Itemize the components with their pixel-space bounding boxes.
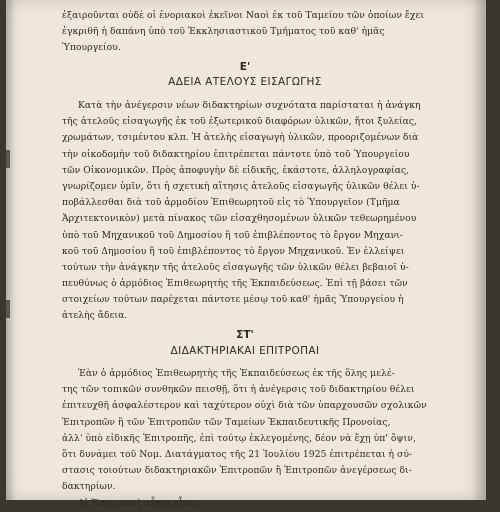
text-line: Αἱ Ἐπιτροπαὶ αὗται εἶναι ...	[78, 497, 210, 509]
top-paragraph	[62, 8, 428, 57]
text-line: χρωμάτων, τσιμέντου κλπ. Ἡ ἀτελὴς εἰσαγωγὴ ὑλικῶν, προοριζομένων διὰ	[62, 132, 419, 144]
text-line: Ἀρχιτεκτονικὸν) μετὰ πίνακος τῶν εἰσαχθησομένων ὑλικῶν τεθεωρημένου	[62, 213, 417, 225]
text-line: της τῶν τοπικῶν συνθηκῶν πεισθῇ, ὅτι ἡ ἀνέγερσις τοῦ διδακτηρίου θέλει	[62, 384, 415, 396]
text-line: ὅτι δυνάμει τοῦ Νομ. Διατάγματος τῆς 21 Ἰουλίου 1925 ἐπιτρέπεται ἡ σύ-	[62, 448, 413, 460]
text-line: ἀλλ' ὑπὸ εἰδικῆς Ἐπιτροπῆς, ἐπὶ τούτῳ ἐκλεγομένης, δέον νὰ ἔχῃ ὑπ' ὄψιν,	[62, 432, 416, 444]
section-number: Ε'	[239, 61, 251, 73]
text-line: τούτων τὴν ἀνάγκην τῆς ἀτελοῦς εἰσαγωγῆς τῶν ὑλικῶν θέλει βεβαιοῖ ὑ-	[62, 261, 409, 273]
text-line: ἀτελὴς ἄδεια.	[62, 310, 128, 322]
text-line: στασις τοιούτων διδακτηριακῶν Ἐπιτροπῶν ἢ Ἐπιτροπῶν ἀνεγέρσεως δι-	[62, 465, 412, 477]
text-line: πευθύνως ὁ ἁρμόδιος Ἐπιθεωρητὴς τῆς Ἐκπαιδεύσεως. Ἐπὶ τῇ βάσει τῶν	[62, 278, 408, 290]
text-line: δακτηρίων.	[62, 481, 116, 493]
text-line: Ἐὰν ὁ ἁρμόδιος Ἐπιθεωρητὴς τῆς Ἐκπαιδεύσεως ἐκ τῆς ὅλης μελέ-	[78, 368, 395, 379]
binding-mark	[6, 300, 10, 318]
text-line: Κατὰ τὴν ἀνέγερσιν νέων διδακτηρίων συχνότατα παρίσταται ἡ ἀνάγκη	[78, 100, 421, 111]
binding-shadow	[6, 0, 16, 500]
text-line: τῶν Οἰκονομικῶν. Πρὸς ἀποφυγὴν δὲ εἰδικῆς, ἑκάστοτε, ἀλληλογραφίας,	[62, 164, 410, 176]
text-line: ἐπιτευχθῆ ἀσφαλέστερον καὶ ταχύτερον οὐχὶ διὰ τῶν ὑπαρχουσῶν σχολικῶν	[62, 400, 427, 412]
text-line: τὴν οἰκοδομὴν τοῦ διδακτηρίου ἐπιτρέπεται πάντοτε ὑπὸ τοῦ Ὑπουργείου	[62, 148, 410, 160]
text-line: γνωρίζομεν ὑμῖν, ὅτι ἡ σχετικὴ αἴτησις ἀτελοῦς εἰσαγωγῆς ὑλικῶν θέλει ὑ-	[62, 180, 420, 192]
text-line: στοιχείων τούτων παρέχεται πάντοτε μέσῳ τοῦ καθ' ἡμᾶς Ὑπουργείου ἡ	[62, 294, 404, 306]
section-heading: ΔΙΔΑΚΤΗΡΙΑΚΑΙ ΕΠΙΤΡΟΠΑΙ	[170, 345, 320, 357]
text-line: ὑπὸ τοῦ Μηχανικοῦ τοῦ Δημοσίου ἢ τοῦ ἐπιβλέποντος τὸ ἔργον Μηχανι-	[62, 229, 404, 241]
section-e-paragraph	[62, 98, 428, 325]
binding-mark	[6, 150, 10, 168]
section-number: ΣΤ'	[236, 329, 254, 341]
document-page	[6, 0, 486, 509]
text-line: ἐγκριθῆ ἡ δαπάνη ὑπὸ τοῦ Ἐκκλησιαστικοῦ Τμήματος τοῦ καθ' ἡμᾶς	[62, 26, 385, 38]
text-line: Ἐπιτροπῶν ἢ τῶν Ἐπιτροπῶν τῶν Ταμείων Ἐκπαιδευτικῆς Προνοίας,	[62, 416, 391, 428]
section-heading: ΑΔΕΙΑ ΑΤΕΛΟΥΣ ΕΙΣΑΓΩΓΗΣ	[168, 76, 322, 88]
text-line: τῆς ἀτελοῦς εἰσαγωγῆς ἐκ τοῦ ἐξωτερικοῦ διαφόρων ὑλικῶν, ἤτοι ξυλείας,	[62, 116, 418, 128]
page-edge-shadow	[472, 0, 486, 500]
text-line: κοῦ τοῦ Δημοσίου ἢ τοῦ ἐπιβλέποντος τὸ ἔργον Μηχανικοῦ. Ἐν ἐλλείψει	[62, 245, 405, 257]
section-st-paragraph	[62, 366, 428, 512]
text-line: Ὑπουργείου.	[62, 42, 121, 54]
text-line: ποβάλλεσθαι διὰ τοῦ ἁρμοδίου Ἐπιθεωρητοῦ εἰς τὸ Ὑπουργεῖον (Τμῆμα	[62, 197, 400, 209]
text-line: ἐξαιροῦνται οὐδὲ οἱ ἐνοριακοὶ ἐκεῖνοι Ναοὶ ἐκ τοῦ Ταμείου τῶν ὁποίων ἔχει	[62, 10, 424, 21]
